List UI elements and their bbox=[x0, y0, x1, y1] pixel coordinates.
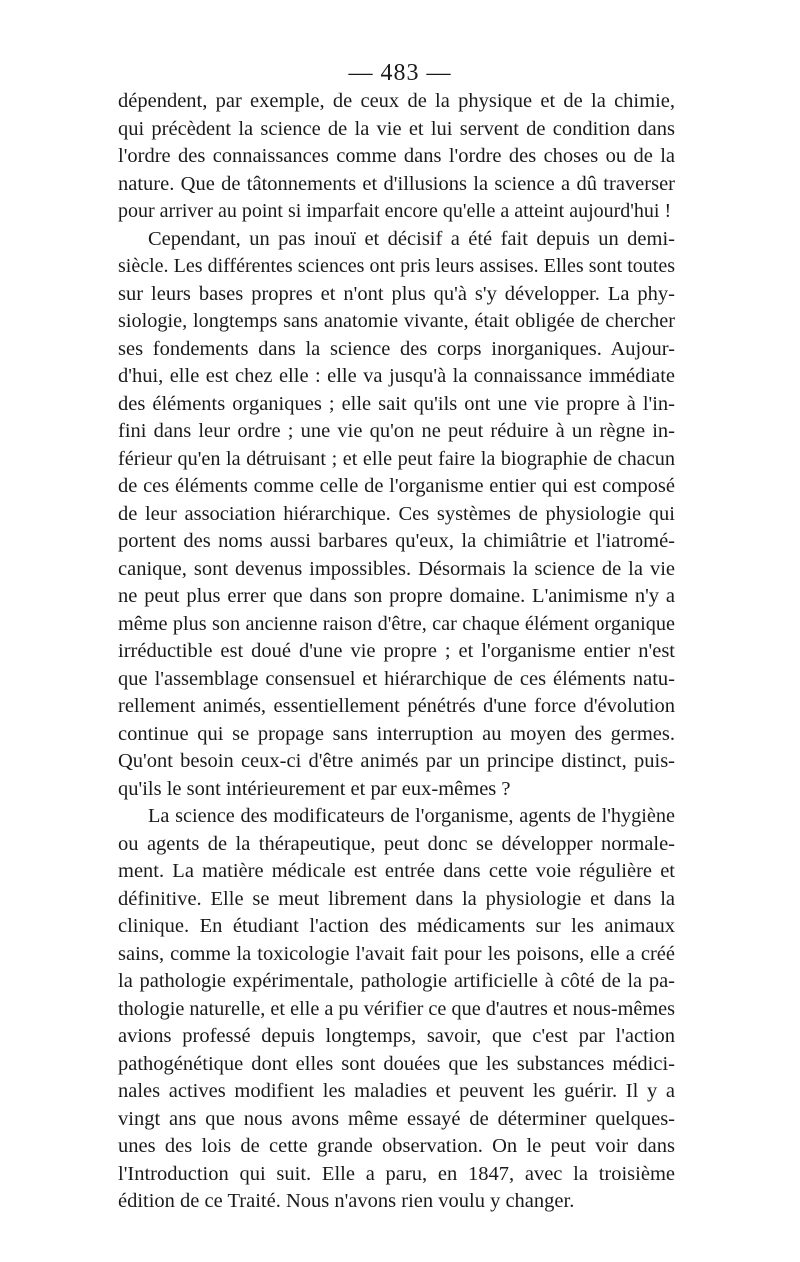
text-line: pathogénétique dont elles sont douées que les substances médici- bbox=[118, 1052, 675, 1075]
text-line: Cependant, un pas inouï et décisif a été fait depuis un demi- bbox=[148, 227, 675, 250]
text-line: ment. La matière médicale est entrée dans cette voie régulière et bbox=[118, 860, 675, 882]
text-line: unes des lois de cette grande observation. On le peut voir dans bbox=[118, 1135, 675, 1157]
text-line: siècle. Les différentes sciences ont pris leurs assises. Elles sont toutes bbox=[118, 255, 675, 277]
text-line: des éléments organiques ; elle sait qu'ils ont une vie propre à l'in- bbox=[118, 392, 675, 415]
text-line: Qu'ont besoin ceux-ci d'être animés par un principe distinct, puis- bbox=[118, 750, 675, 772]
text-line: définitive. Elle se meut librement dans la physiologie et dans la bbox=[118, 887, 675, 910]
text-line: ou agents de la thérapeutique, peut donc se développer normale- bbox=[118, 832, 675, 855]
text-line: sur leurs bases propres et n'ont plus qu'à s'y développer. La phy- bbox=[118, 282, 675, 305]
text-line: nales actives modifient les maladies et peuvent les guérir. Il y a bbox=[118, 1080, 675, 1102]
text-line: l'ordre des connaissances comme dans l'ordre des choses ou de la bbox=[118, 145, 675, 167]
text-line: nature. Que de tâtonnements et d'illusions la science a dû traverser bbox=[118, 172, 675, 195]
text-line: irréductible est doué d'une vie propre ; et l'organisme entier n'est bbox=[118, 640, 675, 662]
text-line: avions professé depuis longtemps, savoir, que c'est par l'action bbox=[118, 1025, 675, 1047]
text-line: l'Introduction qui suit. Elle a paru, en 1847, avec la troisième bbox=[118, 1162, 675, 1185]
text-line: qui précèdent la science de la vie et lui servent de condition dans bbox=[118, 117, 675, 140]
text-line: d'hui, elle est chez elle : elle va jusqu'à la connaissance immédiate bbox=[118, 365, 675, 387]
text-line: de leur association hiérarchique. Ces systèmes de physiologie qui bbox=[118, 502, 675, 525]
text-line: clinique. En étudiant l'action des médicaments sur les animaux bbox=[118, 915, 675, 937]
text-line: siologie, longtemps sans anatomie vivante, était obligée de chercher bbox=[118, 310, 675, 332]
text-line: que l'assemblage consensuel et hiérarchique de ces éléments natu- bbox=[118, 667, 675, 690]
text-line: de ces éléments comme celle de l'organisme entier qui est composé bbox=[118, 475, 675, 497]
text-line: édition de ce Traité. Nous n'avons rien voulu y changer. bbox=[118, 1190, 575, 1212]
text-line: férieur qu'en la détruisant ; et elle peut faire la biographie de chacun bbox=[118, 447, 675, 470]
text-line: fini dans leur ordre ; une vie qu'on ne peut réduire à un règne in- bbox=[118, 420, 675, 442]
text-line: ses fondements dans la science des corps inorganiques. Aujour- bbox=[118, 337, 675, 360]
text-line: portent des noms aussi barbares qu'eux, la chimiâtrie et l'iatromé- bbox=[118, 530, 675, 552]
text-line: continue qui se propage sans interruption au moyen des germes. bbox=[118, 722, 675, 745]
text-line: La science des modificateurs de l'organisme, agents de l'hygiène bbox=[148, 805, 675, 827]
body-text bbox=[118, 88, 675, 1216]
text-line: qu'ils le sont intérieurement et par eux-mêmes ? bbox=[118, 777, 511, 800]
text-line: vingt ans que nous avons même essayé de déterminer quelques- bbox=[118, 1107, 675, 1130]
text-line: dépendent, par exemple, de ceux de la physique et de la chimie, bbox=[118, 90, 675, 112]
text-line: pour arriver au point si imparfait encore qu'elle a atteint aujourd'hui ! bbox=[118, 200, 672, 222]
text-line: canique, sont devenus impossibles. Désormais la science de la vie bbox=[118, 557, 675, 580]
page-number: — 483 — bbox=[348, 60, 452, 86]
text-line: thologie naturelle, et elle a pu vérifier ce que d'autres et nous-mêmes bbox=[118, 997, 675, 1020]
text-line: la pathologie expérimentale, pathologie artificielle à côté de la pa- bbox=[118, 970, 675, 992]
text-line: sains, comme la toxicologie l'avait fait pour les poisons, elle a créé bbox=[118, 942, 675, 965]
text-line: ne peut plus errer que dans son propre domaine. L'animisme n'y a bbox=[118, 585, 675, 607]
text-line: rellement animés, essentiellement pénétrés d'une force d'évolution bbox=[118, 695, 675, 717]
text-line: même plus son ancienne raison d'être, car chaque élément organique bbox=[118, 612, 675, 635]
